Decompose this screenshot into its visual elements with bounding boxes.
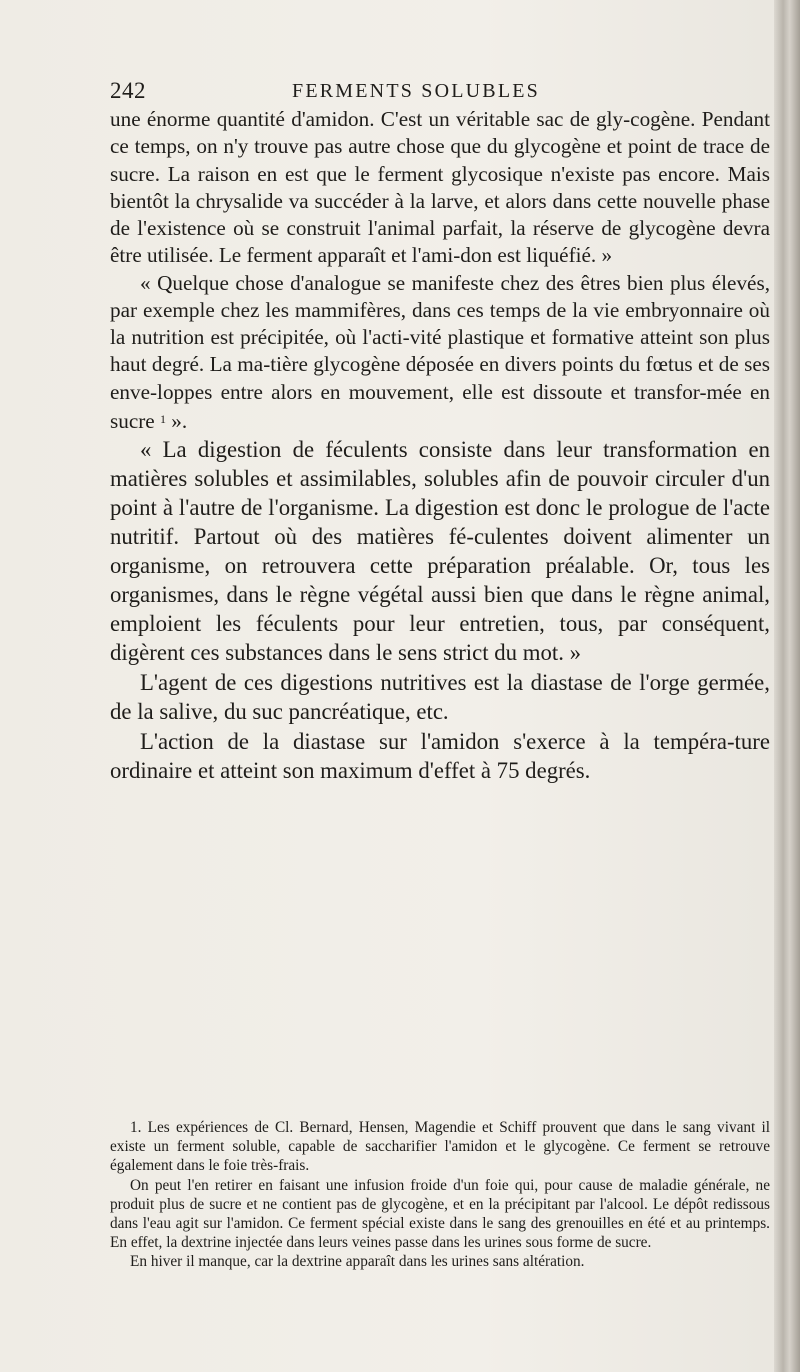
paragraph-5: L'action de la diastase sur l'amidon s'exerce à la tempéra-ture ordinaire et atteint son maximum d'effet à 75 degrés. <box>110 729 770 783</box>
paragraph-2-end: ». <box>166 408 188 433</box>
footnotes <box>110 1118 770 1272</box>
page-edge-shadow <box>774 0 800 1372</box>
footnote-1-last: En hiver il manque, car la dextrine apparaît dans les urines sans altération. <box>130 1253 585 1271</box>
paragraph-4: L'agent de ces digestions nutritives est la diastase de l'orge germée, de la salive, du suc pancréatique, etc. <box>110 670 770 724</box>
paragraph-2 <box>110 270 770 436</box>
paragraph-2-text: « Quelque chose d'analogue se manifeste chez des êtres bien plus élevés, par exemple chez les mammifères, dans ces temps de la vie embryonnaire où la nutrition est précipitée, où l'acti-vité plastique et formative atteint son plus haut degré. La ma-tière glycogène déposée en divers points du fœtus et de ses enve-loppes entre alors en mouvement, elle est dissoute et transfor-mée en sucre <box>110 270 770 433</box>
paragraph-1: une énorme quantité d'amidon. C'est un véritable sac de gly-cogène. Pendant ce temps, on n'y trouve pas autre chose que du glycogène et point de trace de sucre. La raison en est que le ferment glycosique n'existe pas encore. Mais bientôt la chrysalide va succéder à la larve, et alors dans cette nouvelle phase de l'existence où se construit l'animal parfait, la réserve de glycogène devra être utilisée. Le ferment apparaît et l'ami-don est liquéfié. » <box>110 107 770 268</box>
paragraph-3: « La digestion de féculents consiste dans leur transformation en matières solubles et assimilables, solubles afin de pouvoir circuler d'un point à l'autre de l'organisme. La digestion est donc le prologue de l'acte nutritif. Partout où des matières fé-culentes doivent alimenter un organisme, on retrouvera cette préparation préalable. Or, tous les organismes, dans le règne végétal aussi bien que dans le règne animal, emploient les féculents pour leur entretien, tous, par conséquent, digèrent ces substances dans le sens strict du mot. » <box>110 437 770 665</box>
running-title: FERMENTS SOLUBLES <box>292 80 540 102</box>
footnote-1-continued: On peut l'en retirer en faisant une infusion froide d'un foie qui, pour cause de maladie générale, ne produit plus de sucre et ne contient pas de glycogène, et en la précipitant par l'alcool. Le dépôt redissous dans l'eau agit sur l'amidon. Ce ferment spécial existe dans le sang des grenouilles en été et au printemps. En effet, la dextrine injectée dans leurs veines passe dans les urines sous forme de sucre. <box>110 1176 770 1252</box>
footnote-ref-1: 1 <box>160 411 166 426</box>
footnote-1: 1. Les expériences de Cl. Bernard, Hensen, Magendie et Schiff prouvent que dans le sang vivant il existe un ferment soluble, capable de saccharifier l'amidon et le glycogène. Ce ferment se retrouve également dans le foie très-frais. <box>110 1119 770 1175</box>
page-header <box>110 78 770 108</box>
page-number: 242 <box>110 78 146 103</box>
main-text <box>110 106 770 785</box>
